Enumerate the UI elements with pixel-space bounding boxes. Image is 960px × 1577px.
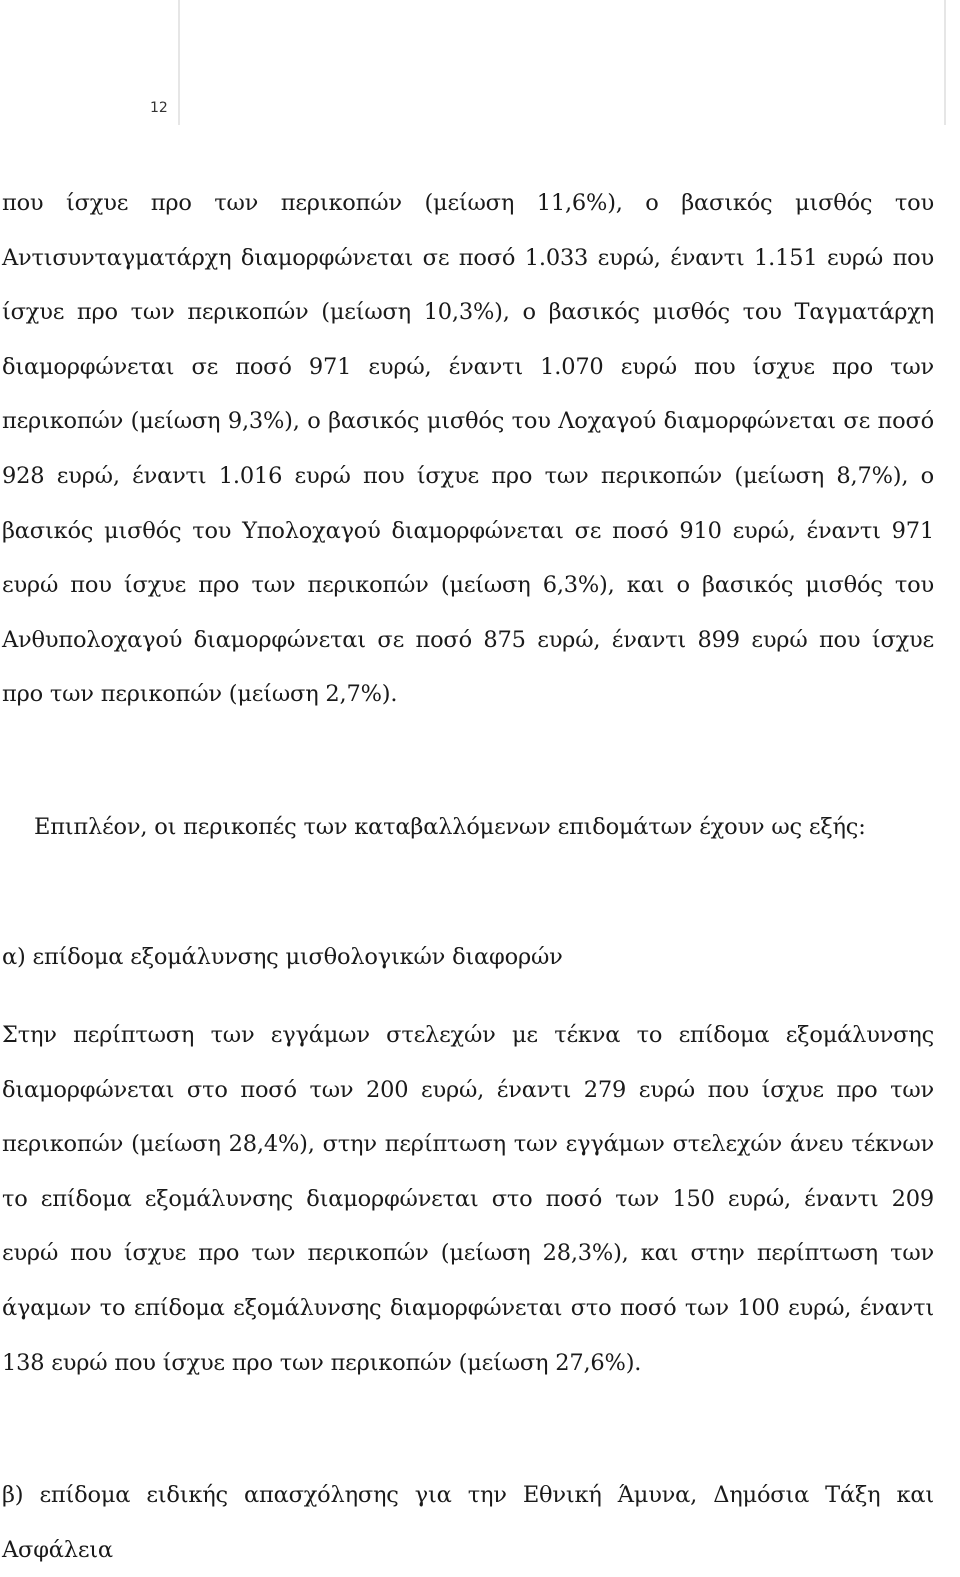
paragraph-equalization-allowance: Στην περίπτωση των εγγάμων στελεχών με τέκνα το επίδομα εξομάλυνσης διαμορφώνεται στο ποσό των 200 ευρώ, έναντι 279 ευρώ που ίσχυε προ των περικοπών (μείωση 28,4%), στην περίπτωση των εγγάμων στελεχών άνευ τέκνων το επίδομα εξομάλυνσης διαμορφώνεται στο ποσό των 150 ευρώ, έναντι 209 ευρώ που ίσχυε προ των περικοπών (μείωση 28,3%), και στην περίπτωση των άγαμων το επίδομα εξομάλυνσης διαμορφώνεται στο ποσό των 100 ευρώ, έναντι 138 ευρώ που ίσχυε προ των περικοπών (μείωση 27,6%). [2, 1022, 934, 1376]
heading-allowance-a: α) επίδομα εξομάλυνσης μισθολογικών διαφορών [2, 944, 563, 970]
page-number: 12 [150, 100, 168, 116]
header-divider-right [944, 0, 946, 125]
header-divider-left [178, 0, 180, 125]
paragraph-salaries: που ίσχυε προ των περικοπών (μείωση 11,6%), ο βασικός μισθός του Αντισυνταγματάρχη διαμορφώνεται σε ποσό 1.033 ευρώ, έναντι 1.151 ευρώ που ίσχυε προ των περικοπών (μείωση 10,3%), ο βασικός μισθός του Ταγματάρχη διαμορφώνεται σε ποσό 971 ευρώ, έναντι 1.070 ευρώ που ίσχυε προ των περικοπών (μείωση 9,3%), ο βασικός μισθός του Λοχαγού διαμορφώνεται σε ποσό 928 ευρώ, έναντι 1.016 ευρώ που ίσχυε προ των περικοπών (μείωση 8,7%), ο βασικός μισθός του Υπολοχαγού διαμορφώνεται σε ποσό 910 ευρώ, έναντι 971 ευρώ που ίσχυε προ των περικοπών (μείωση 6,3%), και ο βασικός μισθός του Ανθυπολοχαγού διαμορφώνεται σε ποσό 875 ευρώ, έναντι 899 ευρώ που ίσχυε προ των περικοπών (μείωση 2,7%). [2, 190, 934, 708]
paragraph-allowances-intro: Επιπλέον, οι περικοπές των καταβαλλόμενων επιδομάτων έχουν ως εξής: [34, 814, 866, 840]
heading-allowance-b: β) επίδομα ειδικής απασχόλησης για την Εθνική Άμυνα, Δημόσια Τάξη και Ασφάλεια [2, 1482, 934, 1563]
